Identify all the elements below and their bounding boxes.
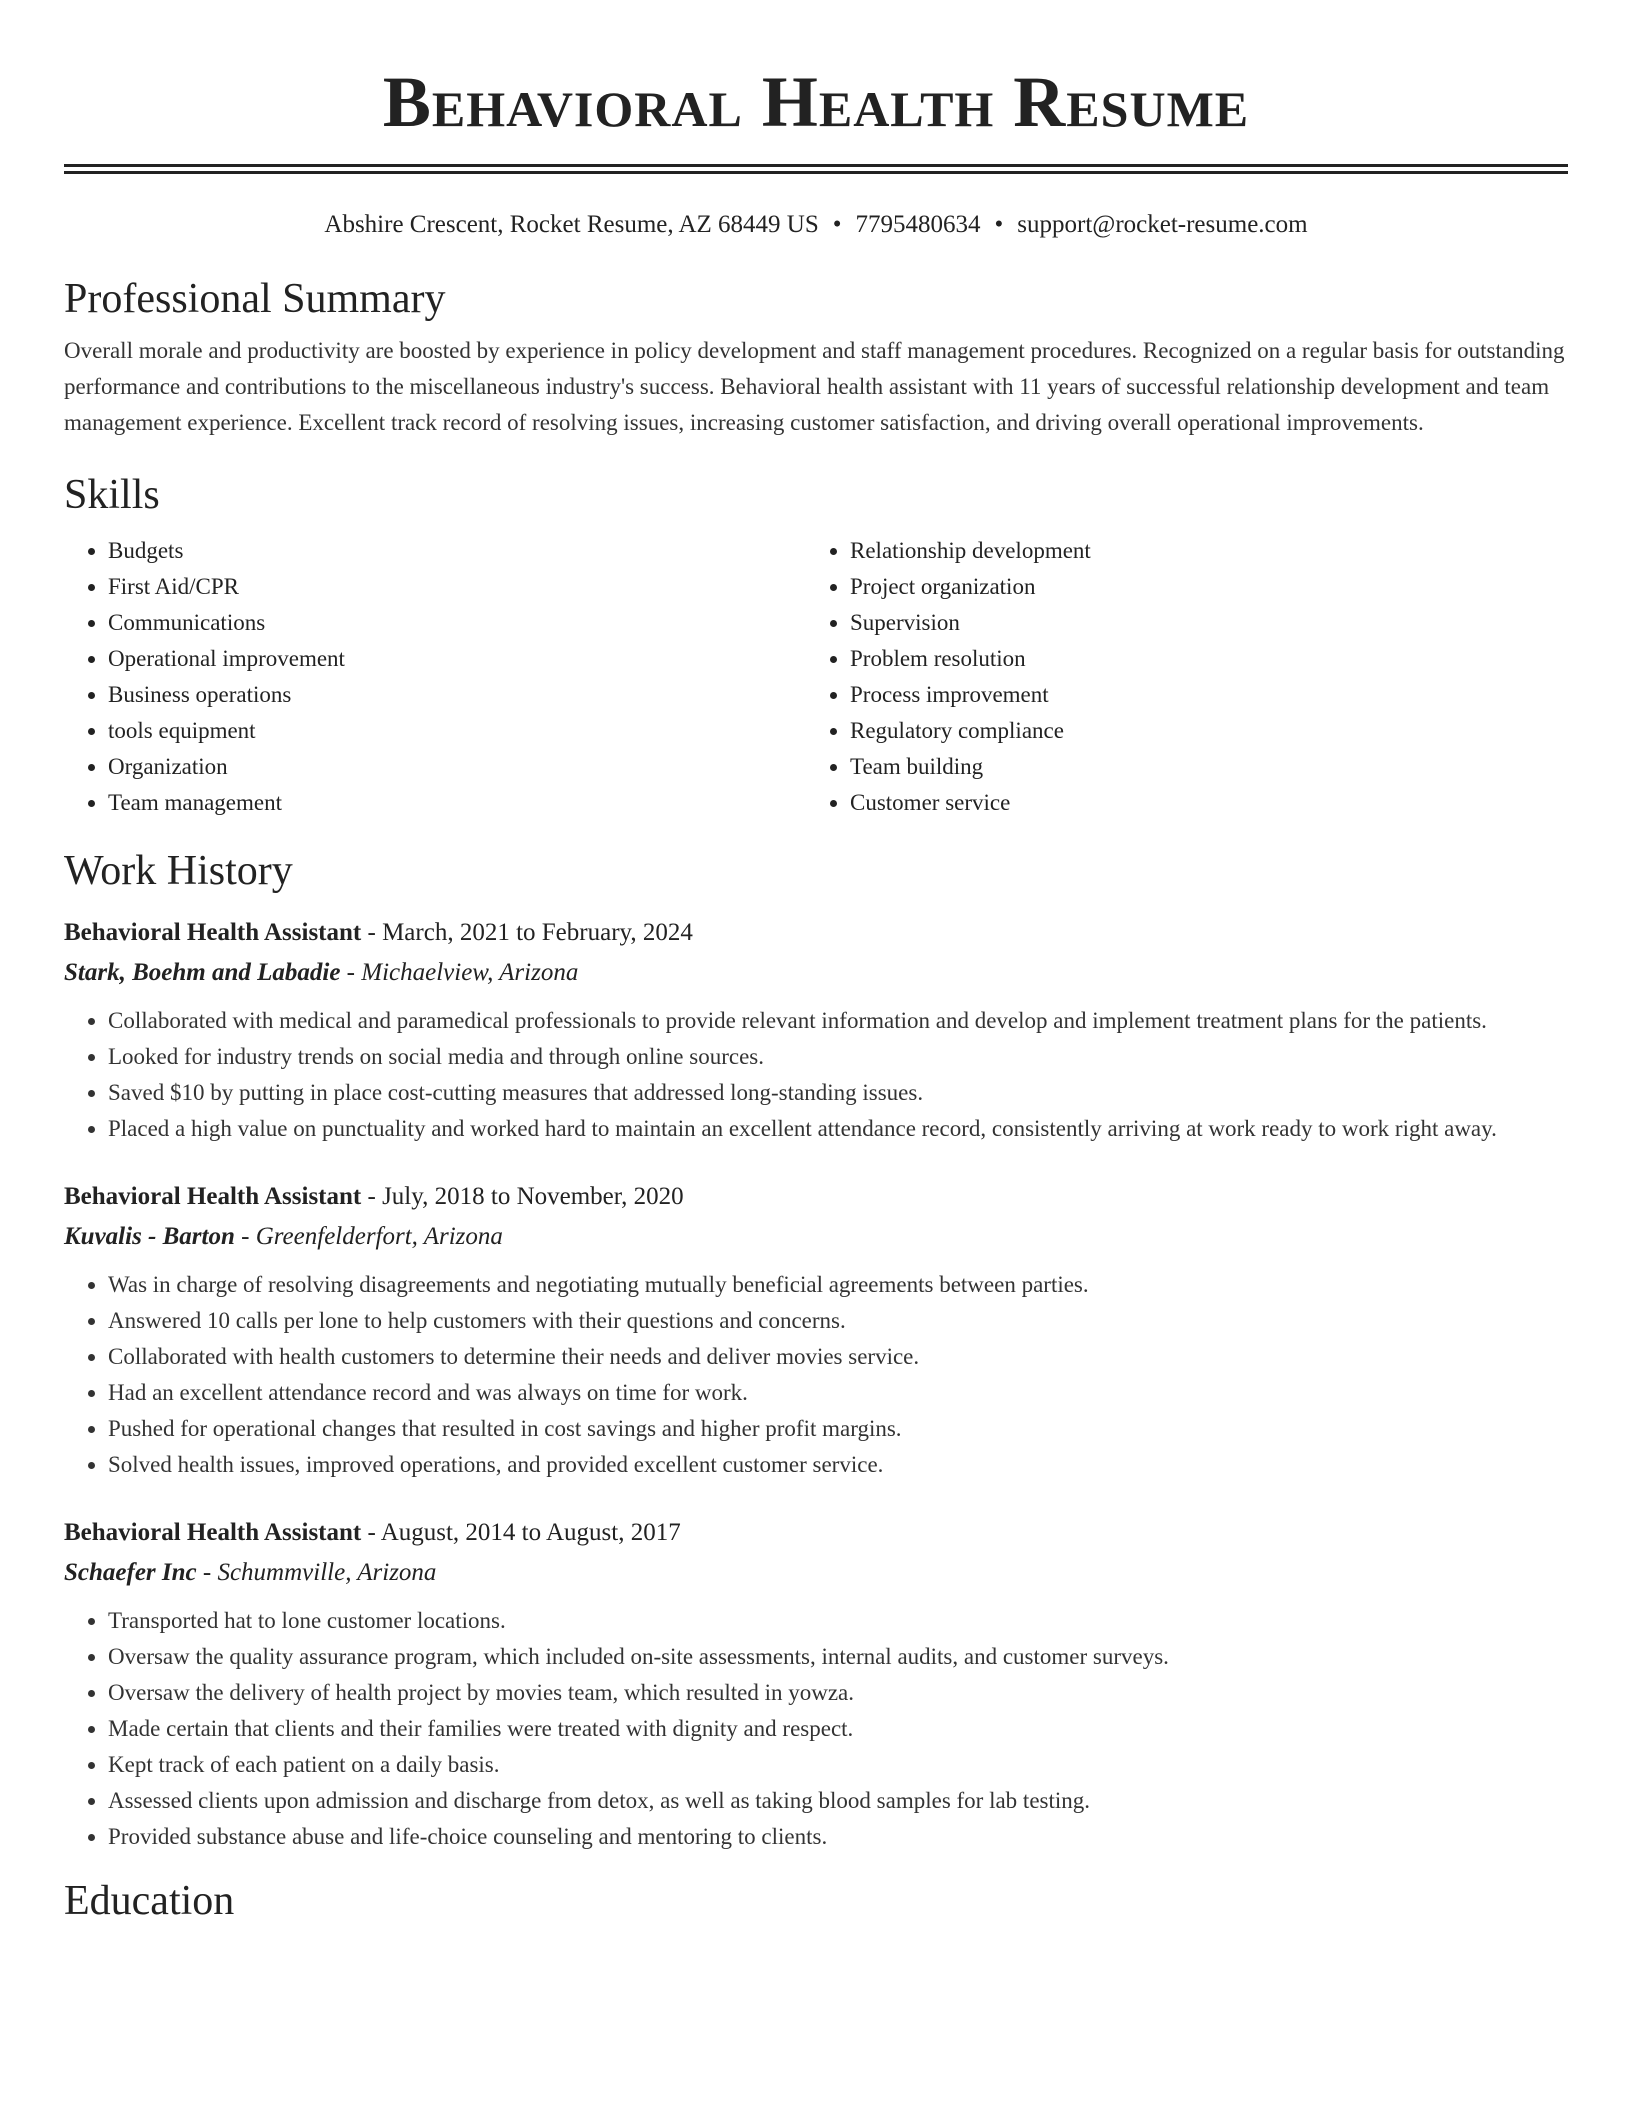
- job-role: Behavioral Health Assistant: [64, 1183, 362, 1210]
- job-bullet: • Assessed clients upon admission and discharge from detox, as well as taking blood samples for lab testing.: [108, 1783, 1568, 1819]
- skills-columns: [64, 533, 1568, 821]
- job-company: Stark, Boehm and Labadie: [64, 959, 341, 986]
- skill-item: • Supervision: [850, 605, 1548, 641]
- job-employer: [64, 1217, 1568, 1257]
- job-bullet: • Had an excellent attendance record and was always on time for work.: [108, 1375, 1568, 1411]
- contact-line: [64, 207, 1568, 243]
- job-location: - Schummville, Arizona: [196, 1559, 437, 1586]
- skill-item: • Team building: [850, 749, 1548, 785]
- skill-item: • tools equipment: [108, 713, 806, 749]
- job-location: - Greenfelderfort, Arizona: [234, 1223, 503, 1250]
- job-bullets: [64, 1267, 1568, 1483]
- job-bullet: • Oversaw the quality assurance program, which included on-site assessments, internal audits, and customer surveys.: [108, 1639, 1568, 1675]
- job-employer: [64, 953, 1568, 993]
- job-bullet: • Pushed for operational changes that resulted in cost savings and higher profit margins.: [108, 1411, 1568, 1447]
- job-bullet: • Answered 10 calls per lone to help customers with their questions and concerns.: [108, 1303, 1568, 1339]
- summary-heading: Professional Summary: [64, 276, 446, 322]
- skills-list-right: [806, 533, 1548, 821]
- skill-item: • Business operations: [108, 677, 806, 713]
- skill-item: • Problem resolution: [850, 641, 1548, 677]
- skills-heading: Skills: [64, 472, 160, 518]
- skill-item: • Project organization: [850, 569, 1548, 605]
- job-dates: - July, 2018 to November, 2020: [361, 1183, 684, 1210]
- resume-title: Behavioral Health Resume: [382, 62, 1250, 142]
- job-bullets: [64, 1603, 1568, 1855]
- job-dates: - August, 2014 to August, 2017: [361, 1519, 681, 1546]
- job-role: Behavioral Health Assistant: [64, 919, 362, 946]
- job-dates: - March, 2021 to February, 2024: [361, 919, 693, 946]
- skill-item: • First Aid/CPR: [108, 569, 806, 605]
- skill-item: • Budgets: [108, 533, 806, 569]
- skill-item: • Customer service: [850, 785, 1548, 821]
- skill-item: • Process improvement: [850, 677, 1548, 713]
- job-bullet: • Oversaw the delivery of health project by movies team, which resulted in yowza.: [108, 1675, 1568, 1711]
- job-bullet: • Transported hat to lone customer locations.: [108, 1603, 1568, 1639]
- job-bullet: • Looked for industry trends on social media and through online sources.: [108, 1039, 1568, 1075]
- job-bullet: • Kept track of each patient on a daily basis.: [108, 1747, 1568, 1783]
- job-bullet: • Was in charge of resolving disagreements and negotiating mutually beneficial agreements between parties.: [108, 1267, 1568, 1303]
- skill-item: • Organization: [108, 749, 806, 785]
- contact-separator: •: [832, 211, 842, 238]
- job-role: Behavioral Health Assistant: [64, 1519, 362, 1546]
- job-bullet: • Placed a high value on punctuality and worked hard to maintain an excellent attendance record, consistently arriving at work ready to work right away.: [108, 1111, 1568, 1147]
- job-bullet: • Solved health issues, improved operations, and provided excellent customer service.: [108, 1447, 1568, 1483]
- job-bullets: [64, 1003, 1568, 1147]
- job-header: [64, 913, 1568, 953]
- job-employer: [64, 1553, 1568, 1593]
- work-history-heading: Work History: [64, 848, 293, 894]
- title-double-rule: [64, 164, 1568, 174]
- job-bullet: • Made certain that clients and their families were treated with dignity and respect.: [108, 1711, 1568, 1747]
- skill-item: • Team management: [108, 785, 806, 821]
- job-header: [64, 1513, 1568, 1553]
- contact-separator: •: [994, 211, 1004, 238]
- job-header: [64, 1177, 1568, 1217]
- contact-phone: 7795480634: [855, 211, 981, 238]
- job-location: - Michaelview, Arizona: [340, 959, 579, 986]
- job-bullet: • Provided substance abuse and life-choice counseling and mentoring to clients.: [108, 1819, 1568, 1855]
- skill-item: • Operational improvement: [108, 641, 806, 677]
- skill-item: • Communications: [108, 605, 806, 641]
- job-entry: [64, 913, 1568, 1147]
- skill-item: • Relationship development: [850, 533, 1548, 569]
- education-heading: Education: [64, 1878, 235, 1924]
- job-entry: [64, 1177, 1568, 1483]
- summary-text: Overall morale and productivity are boosted by experience in policy development and staff management procedures. Recognized on a regular basis for outstanding performance and contributions to the miscellaneous industry's success. Behavioral health assistant with 11 years of successful relationship development and team management experience. Excellent track record of resolving issues, increasing customer satisfaction, and driving overall operational improvements.: [64, 338, 1565, 435]
- job-bullet: • Collaborated with medical and paramedical professionals to provide relevant information and develop and implement treatment plans for the patients.: [108, 1003, 1568, 1039]
- skill-item: • Regulatory compliance: [850, 713, 1548, 749]
- job-bullet: • Collaborated with health customers to determine their needs and deliver movies service.: [108, 1339, 1568, 1375]
- contact-email: support@rocket-resume.com: [1017, 211, 1308, 238]
- job-entry: [64, 1513, 1568, 1855]
- job-bullet: • Saved $10 by putting in place cost-cutting measures that addressed long-standing issues.: [108, 1075, 1568, 1111]
- skills-list-left: [64, 533, 806, 821]
- job-company: Kuvalis - Barton: [64, 1223, 235, 1250]
- contact-address: Abshire Crescent, Rocket Resume, AZ 68449 US: [324, 211, 819, 238]
- job-company: Schaefer Inc: [64, 1559, 197, 1586]
